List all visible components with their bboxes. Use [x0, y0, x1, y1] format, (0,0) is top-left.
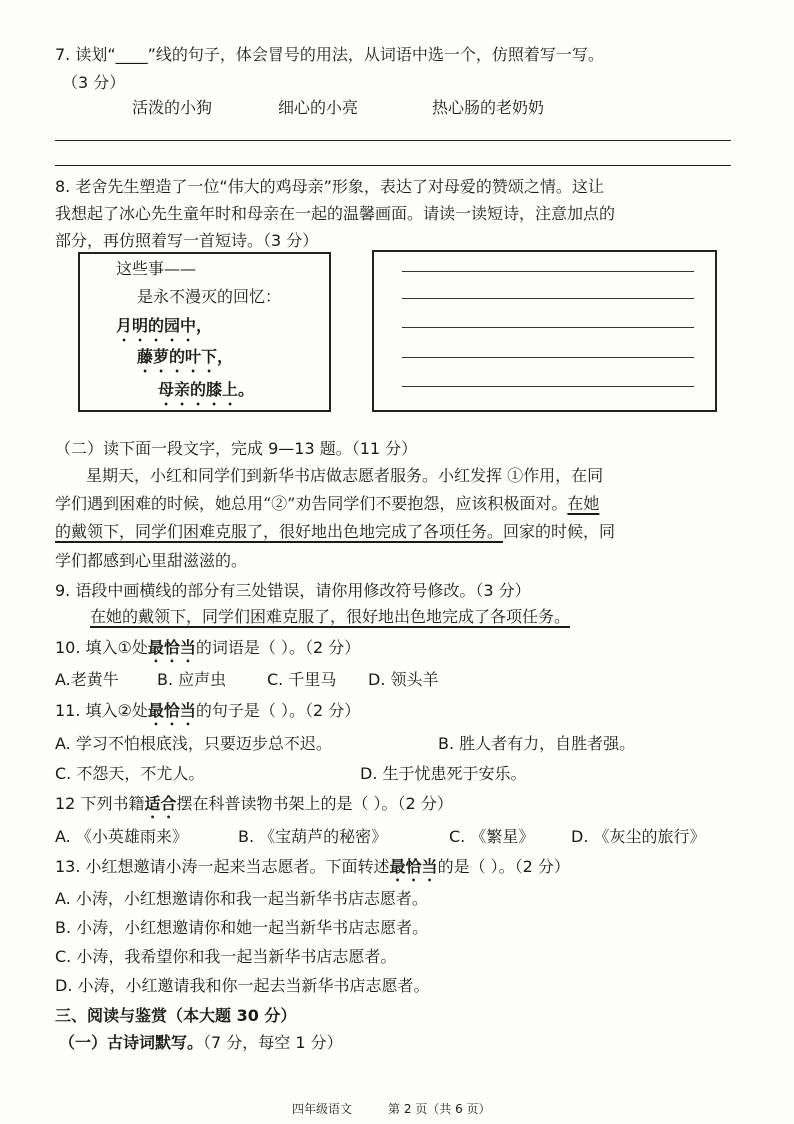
q13-emphasis: 最恰当 — [389, 857, 438, 876]
section3-sub-score: （7 分，每空 1 分） — [203, 1033, 343, 1052]
q12-emphasis: 适合 — [144, 794, 177, 813]
q10-option-a: A.老黄牛 — [55, 670, 119, 689]
q13-prompt-post: 的是（ ）。（2 分） — [437, 857, 570, 876]
q11-option-b: B. 胜人者有力，自胜者强。 — [438, 734, 636, 753]
q9-sentence: 在她的戴领下，同学们困难克服了，很好地出色地完成了各项任务。 — [90, 607, 571, 626]
q12-option-a: A. 《小英雄雨来》 — [55, 827, 188, 846]
passage-line-3 — [55, 521, 615, 543]
section3-sub — [59, 1032, 343, 1054]
q7-answer-line-1 — [55, 140, 731, 141]
q11-option-a: A. 学习不怕根底浅，只要迈步总不迟。 — [55, 734, 332, 753]
q7-answer-line-2 — [55, 165, 731, 166]
q10-prompt-pre: 10. 填入①处 — [55, 638, 148, 657]
q13-prompt — [55, 856, 570, 885]
q12-prompt-post: 摆在科普读物书架上的是（ ）。（2 分） — [176, 794, 453, 813]
q12-prompt — [55, 793, 453, 822]
passage-line-1: 星期天，小红和同学们到新华书店做志愿者服务。小红发挥 ①作用，在同 — [86, 466, 604, 485]
section2-heading: （二）读下面一段文字，完成 9—13 题。（11 分） — [55, 439, 418, 458]
q8-prompt-line-3: 部分，再仿照着写一首短诗。（3 分） — [55, 231, 319, 250]
q10-option-b: B. 应声虫 — [157, 670, 227, 689]
passage-underline-sentence: 的戴领下，同学们困难克服了，很好地出色地完成了各项任务。 — [55, 522, 504, 541]
poem-line-1: 这些事—— — [116, 259, 197, 278]
q12-prompt-pre: 12 下列书籍 — [55, 794, 145, 813]
q10-option-c: C. 千里马 — [267, 670, 337, 689]
q10-prompt — [55, 637, 360, 666]
q11-emphasis: 最恰当 — [147, 701, 196, 720]
passage-underline-start: 在她 — [567, 494, 600, 513]
q7-score: （3 分） — [62, 73, 126, 92]
footer-subject: 四年级语文 — [292, 1102, 353, 1116]
q11-prompt-post: 的句子是（ ）。（2 分） — [195, 701, 361, 720]
q11-prompt-pre: 11. 填入②处 — [55, 701, 148, 720]
poem-line-5: 母亲的膝上。 — [158, 380, 255, 399]
q13-prompt-pre: 13. 小红想邀请小涛一起来当志愿者。下面转述 — [55, 857, 390, 876]
q11-option-c: C. 不怨天，不尤人。 — [55, 764, 205, 783]
q13-option-d: D. 小涛，小红邀请我和你一起去当新华书店志愿者。 — [55, 976, 430, 995]
q7-word-1: 活泼的小狗 — [132, 98, 213, 117]
answer-line-3 — [402, 327, 694, 328]
section3-heading: 三、阅读与鉴赏（本大题 30 分） — [55, 1006, 297, 1025]
section3-sub-title: （一）古诗词默写。 — [59, 1033, 204, 1052]
q12-option-b: B. 《宝葫芦的秘密》 — [238, 827, 388, 846]
q10-option-d: D. 领头羊 — [368, 670, 439, 689]
answer-line-4 — [402, 357, 694, 358]
answer-line-5 — [402, 386, 694, 387]
q7-prompt: 7. 读划“____”线的句子，体会冒号的用法，从词语中选一个，仿照着写一写。 — [55, 45, 604, 64]
footer-page: 第 2 页（共 6 页） — [388, 1102, 491, 1116]
answer-line-2 — [402, 298, 694, 299]
q11-option-d: D. 生于忧患死于安乐。 — [360, 764, 527, 783]
passage-line-2 — [55, 493, 599, 515]
q12-option-c: C. 《繁星》 — [449, 827, 535, 846]
poem-line-3: 月明的园中， — [116, 316, 213, 335]
q11-prompt — [55, 700, 360, 729]
passage-line-4: 学们都感到心里甜滋滋的。 — [55, 551, 248, 570]
passage-line-2-text: 学们遇到困难的时候，她总用“②”劝告同学们不要抱怨，应该积极面对。 — [55, 494, 568, 513]
q8-prompt-line-2: 我想起了冰心先生童年时和母亲在一起的温馨画面。请读一读短诗，注意加点的 — [55, 204, 616, 223]
q7-word-2: 细心的小亮 — [278, 98, 359, 117]
passage-line-3-tail: 回家的时候，同 — [503, 522, 616, 541]
q13-option-b: B. 小涛，小红想邀请你和她一起当新华书店志愿者。 — [55, 918, 429, 937]
answer-box[interactable] — [372, 250, 717, 412]
poem-line-4: 藤萝的叶下， — [137, 347, 234, 366]
q12-option-d: D. 《灰尘的旅行》 — [571, 827, 706, 846]
q7-word-3: 热心肠的老奶奶 — [432, 98, 545, 117]
q8-prompt-line-1: 8. 老舍先生塑造了一位“伟大的鸡母亲”形象，表达了对母爱的赞颂之情。这让 — [55, 177, 604, 196]
q10-emphasis: 最恰当 — [147, 638, 196, 657]
q13-option-c: C. 小涛，我希望你和我一起当新华书店志愿者。 — [55, 947, 397, 966]
q13-option-a: A. 小涛，小红想邀请你和我一起当新华书店志愿者。 — [55, 889, 428, 908]
poem-line-2: 是永不漫灭的回忆： — [137, 287, 282, 306]
answer-line-1 — [402, 271, 694, 272]
q10-prompt-post: 的词语是（ ）。（2 分） — [195, 638, 361, 657]
q9-prompt: 9. 语段中画横线的部分有三处错误，请你用修改符号修改。（3 分） — [55, 581, 531, 600]
